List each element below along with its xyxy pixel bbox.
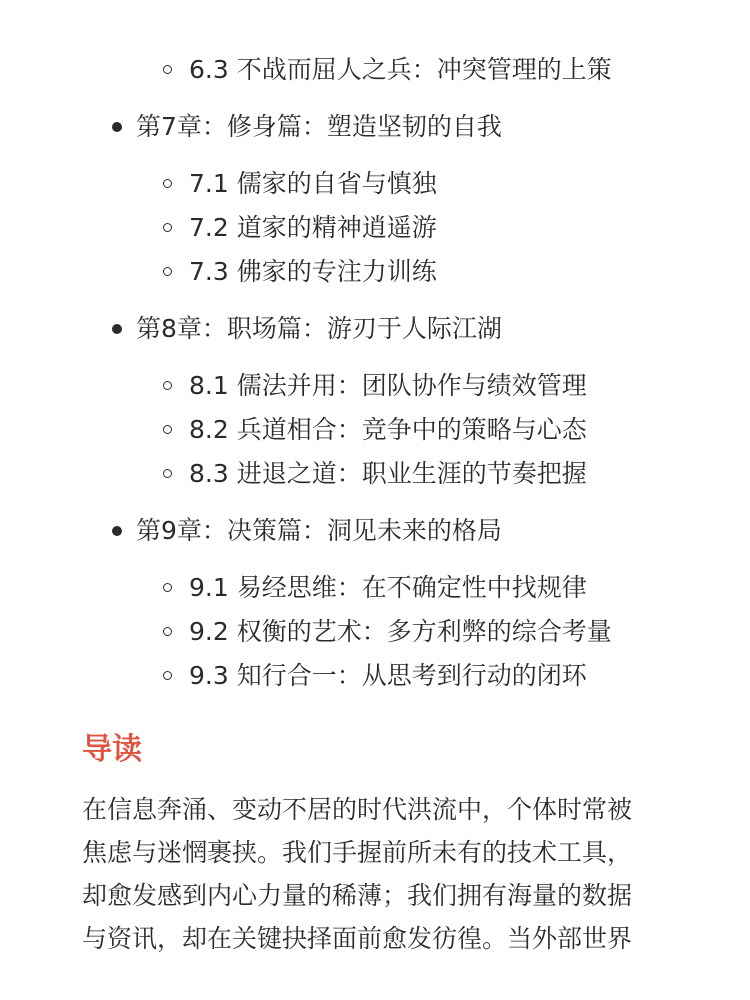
circle-bullet-icon xyxy=(163,425,172,434)
toc-item-label: 7.3 佛家的专注力训练 xyxy=(189,257,437,286)
toc-item-label: 9.1 易经思维：在不确定性中找规律 xyxy=(189,573,587,602)
disc-bullet-icon xyxy=(112,324,122,334)
toc-item-label: 6.3 不战而屈人之兵：冲突管理的上策 xyxy=(189,55,612,84)
toc-chapter-label: 第8章：职场篇：游刃于人际江湖 xyxy=(136,314,502,343)
toc-item-label: 7.2 道家的精神逍遥游 xyxy=(189,213,437,242)
circle-bullet-icon xyxy=(163,179,172,188)
toc-item-label: 8.1 儒法并用：团队协作与绩效管理 xyxy=(189,371,587,400)
circle-bullet-icon xyxy=(163,267,172,276)
toc-item-label: 7.1 儒家的自省与慎独 xyxy=(189,169,437,198)
toc-item-label: 8.3 进退之道：职业生涯的节奏把握 xyxy=(189,459,587,488)
toc-item-label: 9.3 知行合一：从思考到行动的闭环 xyxy=(189,661,587,690)
circle-bullet-icon xyxy=(163,65,172,74)
toc-chapter-label: 第7章：修身篇：塑造坚韧的自我 xyxy=(136,112,502,141)
intro-heading: 导读 xyxy=(82,732,142,767)
toc-item-label: 9.2 权衡的艺术：多方利弊的综合考量 xyxy=(189,617,612,646)
intro-paragraph xyxy=(82,788,682,960)
disc-bullet-icon xyxy=(112,526,122,536)
toc-chapter-label: 第9章：决策篇：洞见未来的格局 xyxy=(136,516,502,545)
intro-line: 在信息奔涌、变动不居的时代洪流中，个体时常被 xyxy=(82,795,633,824)
toc-item-label: 8.2 兵道相合：竞争中的策略与心态 xyxy=(189,415,587,444)
circle-bullet-icon xyxy=(163,671,172,680)
circle-bullet-icon xyxy=(163,469,172,478)
disc-bullet-icon xyxy=(112,122,122,132)
intro-line: 焦虑与迷惘裹挟。我们手握前所未有的技术工具， xyxy=(82,838,633,867)
circle-bullet-icon xyxy=(163,223,172,232)
circle-bullet-icon xyxy=(163,381,172,390)
intro-line: 却愈发感到内心力量的稀薄；我们拥有海量的数据 xyxy=(82,881,633,910)
intro-line: 与资讯，却在关键抉择面前愈发彷徨。当外部世界 xyxy=(82,924,633,953)
circle-bullet-icon xyxy=(163,583,172,592)
circle-bullet-icon xyxy=(163,627,172,636)
